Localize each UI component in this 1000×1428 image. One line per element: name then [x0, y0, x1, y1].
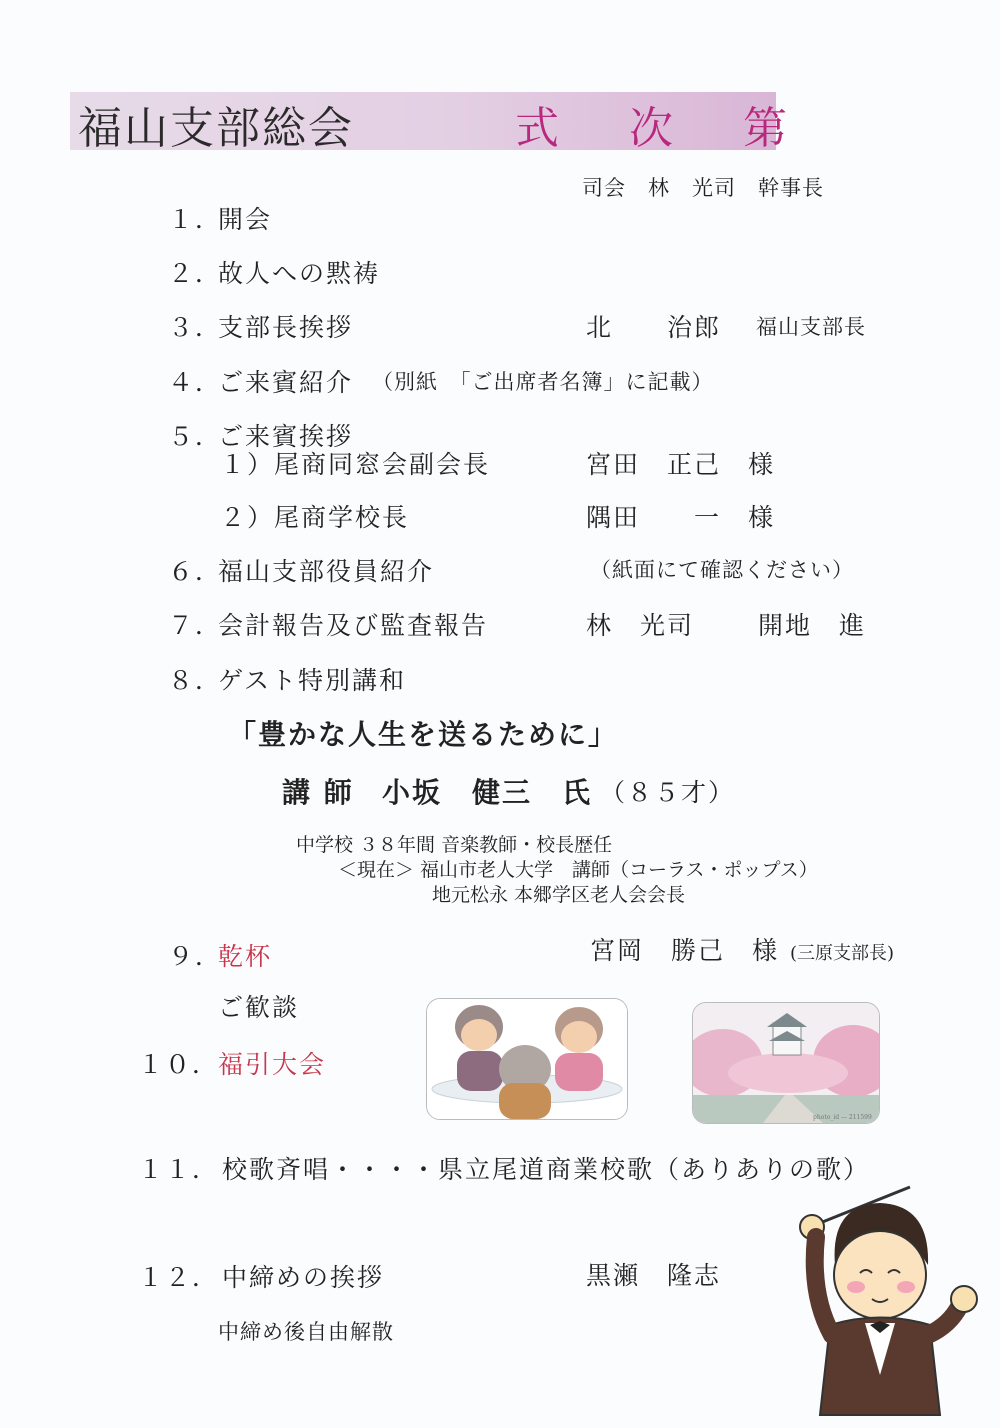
- lecturer-profile-2: ＜現在＞ 福山市老人大学 講師（コーラス・ポップス）: [338, 859, 818, 881]
- elderly-people-icon: [427, 999, 627, 1119]
- item-3-number: ３．: [168, 313, 223, 342]
- lecturer-prefix: 講 師: [282, 776, 354, 809]
- item-5-sub1-person: 宮田 正己 様: [586, 450, 776, 479]
- item-5-sub1-label: １）尾商同窓会副会長: [220, 450, 491, 479]
- item-7-person1: 林 光司: [586, 611, 695, 640]
- item-4-note: （別紙 「ご出席者名簿」に記載）: [372, 370, 714, 394]
- item-4-number: ４．: [168, 368, 223, 397]
- item-5-sub2-label: ２）尾商学校長: [220, 503, 410, 532]
- castle-caption: photo_id — 211599: [813, 1114, 872, 1121]
- item-3-person: 北 治郎: [586, 313, 722, 342]
- conductor-illustration: [760, 1175, 980, 1423]
- item-3-label: 支部長挨拶: [218, 313, 354, 342]
- item-6-label: 福山支部役員紹介: [218, 557, 435, 586]
- item-8-label: ゲスト特別講和: [218, 666, 407, 695]
- item-1-label: 開会: [218, 205, 273, 234]
- item-1-number: １．: [168, 205, 223, 234]
- item-9-sub: ご歓談: [218, 993, 300, 1022]
- lecturer-profile-3: 地元松永 本郷学区老人会会長: [432, 884, 686, 906]
- page-title: 福山支部総会: [78, 103, 354, 154]
- item-5-number: ５．: [168, 422, 223, 451]
- item-5-sub2-person: 隅田 一 様: [586, 503, 776, 532]
- lecture-title: 「豊かな人生を送るために」: [228, 718, 619, 751]
- closing-note: 中締め後自由解散: [218, 1320, 394, 1344]
- item-2-number: ２．: [168, 259, 223, 288]
- item-12-number: １２．: [138, 1263, 220, 1292]
- item-6-note: （紙面にて確認ください）: [590, 558, 854, 582]
- item-7-label: 会計報告及び監査報告: [218, 611, 489, 640]
- item-2-label: 故人への黙祷: [218, 259, 381, 288]
- item-7-person2: 開地 進: [758, 611, 867, 640]
- item-4-label: ご来賓紹介: [218, 368, 354, 397]
- item-5-label: ご来賓挨拶: [218, 422, 354, 451]
- lecturer-profile-1: 中学校 ３８年間 音楽教師・校長歴任: [296, 834, 613, 856]
- item-8-number: ８．: [168, 666, 223, 695]
- lecturer-name: 小坂 健三 氏: [382, 776, 593, 809]
- castle-painting: [692, 1002, 880, 1124]
- item-9-label: 乾杯: [218, 942, 273, 971]
- item-6-number: ６．: [168, 557, 223, 586]
- item-10-label: 福引大会: [218, 1050, 327, 1079]
- item-9-role: (三原支部長): [790, 943, 895, 964]
- item-11-label: 校歌斉唱・・・・県立尾道商業校歌（ありありの歌）: [222, 1155, 871, 1184]
- people-illustration: [426, 998, 628, 1120]
- castle-cherry-blossom-icon: [693, 1003, 879, 1123]
- item-12-label: 中締めの挨拶: [222, 1263, 385, 1292]
- page-subtitle: 式 次 第: [515, 103, 815, 154]
- conductor-icon: [760, 1175, 980, 1423]
- item-11-number: １１．: [138, 1155, 220, 1184]
- item-10-number: １０．: [138, 1050, 220, 1079]
- mc-line: 司会 林 光司 幹事長: [582, 176, 824, 200]
- item-3-role: 福山支部長: [756, 315, 866, 339]
- item-9-number: ９．: [168, 942, 223, 971]
- lecturer-age: （８５才）: [600, 778, 736, 807]
- item-7-number: ７．: [168, 611, 223, 640]
- item-12-person: 黒瀬 隆志: [586, 1261, 722, 1290]
- item-9-person: 宮岡 勝己 様: [590, 936, 780, 965]
